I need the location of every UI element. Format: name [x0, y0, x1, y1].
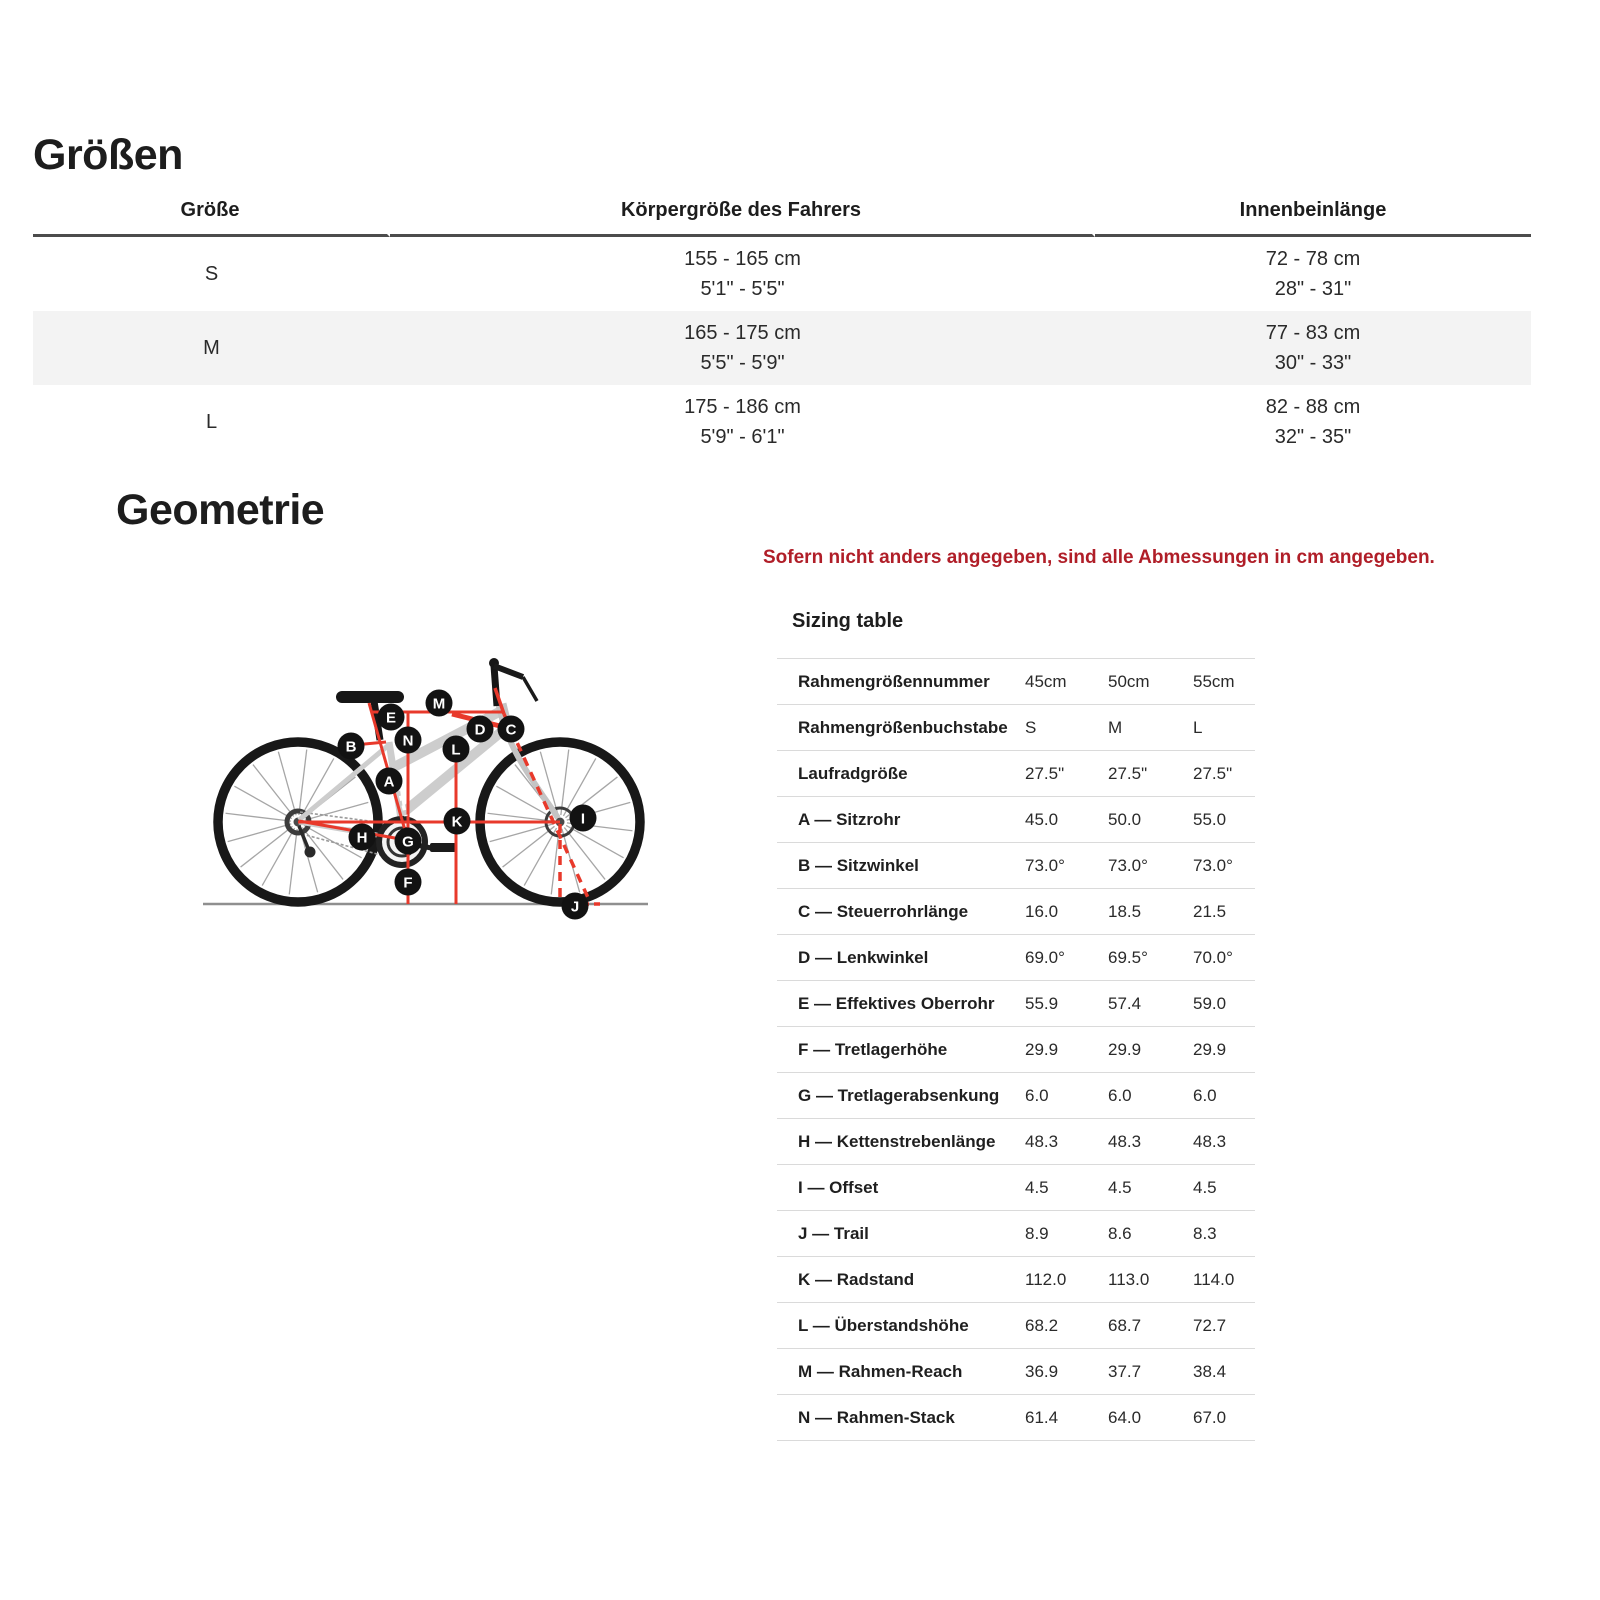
spoke — [289, 829, 297, 895]
geometry-value: 55cm — [1193, 671, 1235, 691]
sizes-header-size: Größe — [33, 198, 390, 237]
geometry-row-label: K — Radstand — [798, 1269, 915, 1289]
geometry-row-label: F — Tretlagerhöhe — [798, 1039, 948, 1059]
brake-lever — [523, 677, 537, 701]
geometry-section-title: Geometrie — [116, 486, 325, 534]
geometry-row-label: Rahmengrößenbuchstabe — [798, 717, 1008, 737]
geometry-row-15 — [777, 1349, 1255, 1395]
size-letter: S — [204, 263, 219, 285]
geometry-row-16 — [777, 1395, 1255, 1441]
stem — [494, 666, 497, 706]
geometry-value: 68.7 — [1108, 1315, 1142, 1335]
inseam-value: 77 - 83 cm 30" - 33" — [1265, 322, 1361, 374]
diagram-label-letter-C: C — [505, 721, 517, 739]
spoke — [488, 813, 554, 821]
geometry-value: 8.3 — [1193, 1223, 1217, 1243]
diagram-label-letter-A: A — [383, 773, 395, 791]
geometry-value: 45.0 — [1025, 809, 1059, 829]
geometry-value: 67.0 — [1193, 1407, 1227, 1427]
spoke — [228, 824, 292, 842]
geometry-row-label: D — Lenkwinkel — [798, 947, 929, 967]
geometry-row-14 — [777, 1303, 1255, 1349]
sizes-row-S — [33, 237, 1531, 311]
geometry-value: 70.0° — [1193, 947, 1233, 967]
spoke — [299, 750, 307, 816]
sizes-row-M — [33, 311, 1531, 385]
geometry-units-note: Sofern nicht anders angegeben, sind alle Abmessungen in cm angegeben. — [763, 547, 1435, 568]
geometry-value: 27.5" — [1108, 763, 1148, 783]
spoke — [278, 752, 296, 816]
geometry-row-label: M — Rahmen-Reach — [798, 1361, 963, 1381]
geometry-value: 6.0 — [1193, 1085, 1217, 1105]
geometry-value: S — [1025, 717, 1037, 737]
geometry-value: 18.5 — [1108, 901, 1142, 921]
spoke — [490, 824, 554, 842]
geometry-value: 114.0 — [1193, 1269, 1235, 1289]
geometry-row-label: H — Kettenstrebenlänge — [798, 1131, 996, 1151]
sizes-table-body — [33, 237, 1531, 459]
diagram-label-letter-H: H — [356, 829, 368, 847]
geometry-value: 68.2 — [1025, 1315, 1059, 1335]
geometry-row-label: E — Effektives Oberrohr — [798, 993, 995, 1013]
geometry-value: 45cm — [1025, 671, 1067, 691]
sizes-header-inseam: Innenbeinlänge — [1095, 198, 1531, 237]
geometry-row-label: G — Tretlagerabsenkung — [798, 1085, 1000, 1105]
sizes-table-header — [33, 198, 1531, 237]
geometry-row-11 — [777, 1165, 1255, 1211]
geometry-value: 21.5 — [1193, 901, 1227, 921]
inseam-value: 82 - 88 cm 32" - 35" — [1265, 396, 1361, 448]
geometry-value: 69.5° — [1108, 947, 1148, 967]
spoke — [551, 829, 559, 895]
geometry-value: 64.0 — [1108, 1407, 1142, 1427]
geometry-value: L — [1193, 717, 1203, 737]
spoke — [561, 750, 569, 816]
geometry-row-4 — [777, 843, 1255, 889]
sizes-header-rider-height: Körpergröße des Fahrers — [390, 198, 1095, 237]
geometry-value: 48.3 — [1108, 1131, 1142, 1151]
geometry-value: 37.7 — [1108, 1361, 1142, 1381]
geometry-value: 4.5 — [1108, 1177, 1132, 1197]
diagram-label-letter-L: L — [451, 741, 461, 759]
geometry-value: 29.9 — [1193, 1039, 1227, 1059]
sizes-section-title: Größen — [33, 131, 183, 179]
geometry-row-label: C — Steuerrohrlänge — [798, 901, 969, 921]
geometry-row-6 — [777, 935, 1255, 981]
sizes-row-L — [33, 385, 1531, 459]
bike-geometry-diagram — [195, 640, 660, 925]
size-letter: M — [203, 337, 220, 359]
geometry-value: 112.0 — [1025, 1269, 1067, 1289]
geometry-value: 55.9 — [1025, 993, 1059, 1013]
rider-height-value: 175 - 186 cm 5'9" - 6'1" — [684, 396, 801, 448]
geometry-row-label: I — Offset — [798, 1177, 879, 1197]
geometry-value: 16.0 — [1025, 901, 1059, 921]
sizing-table-title: Sizing table — [792, 610, 904, 632]
geometry-value: 8.6 — [1108, 1223, 1132, 1243]
geometry-value: 6.0 — [1108, 1085, 1132, 1105]
geometry-row-label: J — Trail — [798, 1223, 869, 1243]
geometry-row-12 — [777, 1211, 1255, 1257]
geometry-lines — [298, 688, 600, 904]
saddle — [336, 691, 404, 703]
spoke — [226, 813, 292, 821]
derailleur-pulley — [305, 847, 316, 858]
geometry-value: 73.0° — [1025, 855, 1065, 875]
size-letter: L — [205, 411, 218, 433]
geometry-value: 48.3 — [1025, 1131, 1059, 1151]
handlebar — [494, 666, 523, 677]
geometry-value: 48.3 — [1193, 1131, 1227, 1151]
geometry-value: 72.7 — [1193, 1315, 1227, 1335]
geometry-row-3 — [777, 797, 1255, 843]
diagram-label-letter-K: K — [451, 813, 463, 831]
geometry-row-label: L — Überstandshöhe — [798, 1315, 969, 1335]
geometry-row-0 — [777, 659, 1255, 705]
geometry-value: 59.0 — [1193, 993, 1227, 1013]
geometry-row-2 — [777, 751, 1255, 797]
diagram-label-letter-M: M — [432, 695, 446, 713]
geometry-row-label: Laufradgröße — [798, 763, 908, 783]
geometry-value: 38.4 — [1193, 1361, 1227, 1381]
diagram-label-letter-E: E — [385, 709, 397, 727]
diagram-label-letter-I: I — [580, 810, 586, 828]
geometry-value: 61.4 — [1025, 1407, 1059, 1427]
geometry-value: 73.0° — [1108, 855, 1148, 875]
geometry-value: 69.0° — [1025, 947, 1065, 967]
diagram-label-letter-G: G — [402, 833, 414, 851]
geometry-row-7 — [777, 981, 1255, 1027]
geometry-row-9 — [777, 1073, 1255, 1119]
geometry-value: 73.0° — [1193, 855, 1233, 875]
diagram-label-letter-F: F — [403, 874, 413, 892]
geometry-value: 113.0 — [1108, 1269, 1150, 1289]
pedal — [430, 843, 456, 852]
geometry-row-label: A — Sitzrohr — [798, 809, 901, 829]
bike-diagram-svg — [195, 640, 660, 925]
diagram-label-letter-J: J — [570, 898, 580, 916]
sizes-table — [33, 198, 1531, 459]
geometry-value: M — [1108, 717, 1123, 737]
geometry-row-13 — [777, 1257, 1255, 1303]
diagram-label-letter-N: N — [402, 732, 414, 750]
geometry-value: 29.9 — [1025, 1039, 1059, 1059]
geometry-value: 8.9 — [1025, 1223, 1049, 1243]
geometry-row-5 — [777, 889, 1255, 935]
geometry-row-8 — [777, 1027, 1255, 1073]
diagram-label-letter-D: D — [474, 721, 486, 739]
geometry-row-1 — [777, 705, 1255, 751]
geometry-row-label: B — Sitzwinkel — [798, 855, 919, 875]
geometry-value: 4.5 — [1193, 1177, 1217, 1197]
geometry-value: 50.0 — [1108, 809, 1142, 829]
sizing-table — [777, 658, 1255, 1441]
geometry-value: 4.5 — [1025, 1177, 1049, 1197]
geometry-value: 57.4 — [1108, 993, 1142, 1013]
geometry-value: 27.5" — [1025, 763, 1065, 783]
geometry-value: 36.9 — [1025, 1361, 1059, 1381]
geometry-value: 27.5" — [1193, 763, 1233, 783]
geometry-row-label: N — Rahmen-Stack — [798, 1407, 955, 1427]
rider-height-value: 165 - 175 cm 5'5" - 5'9" — [684, 322, 801, 374]
inseam-value: 72 - 78 cm 28" - 31" — [1265, 248, 1361, 300]
geometry-value: 55.0 — [1193, 809, 1227, 829]
geometry-value: 29.9 — [1108, 1039, 1142, 1059]
geometry-value: 6.0 — [1025, 1085, 1049, 1105]
diagram-label-letter-B: B — [345, 738, 357, 756]
geometry-value: 50cm — [1108, 671, 1150, 691]
geometry-row-label: Rahmengrößennummer — [798, 671, 990, 691]
geometry-row-10 — [777, 1119, 1255, 1165]
rider-height-value: 155 - 165 cm 5'1" - 5'5" — [684, 248, 801, 300]
